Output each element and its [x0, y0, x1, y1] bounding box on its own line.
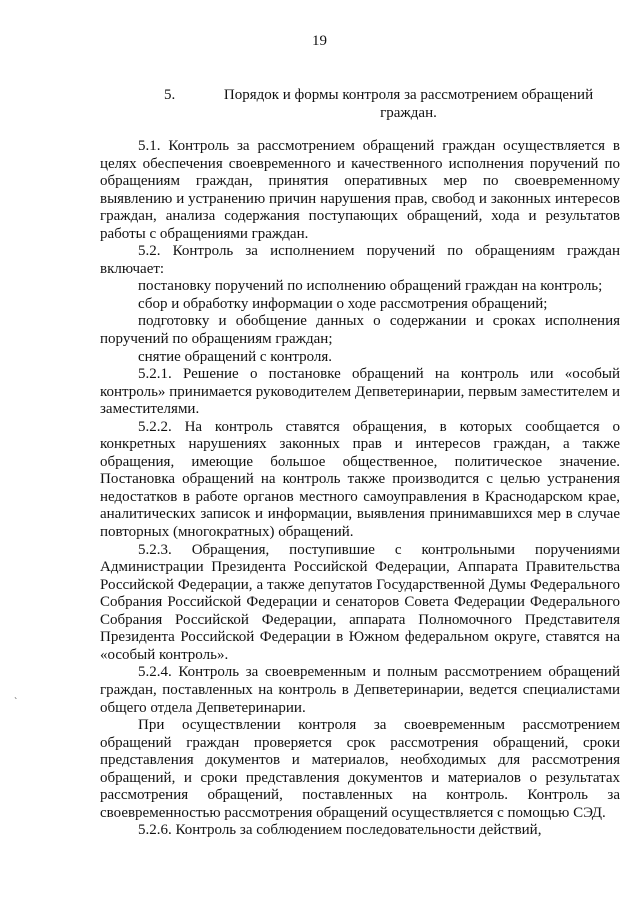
section-title: Порядок и формы контроля за рассмотрением обращений граждан. — [223, 87, 594, 121]
section-heading — [164, 86, 604, 122]
body-text — [100, 138, 620, 840]
margin-mark: ` — [14, 697, 18, 708]
list-item: постановку поручений по исполнению обращений граждан на контроль; — [138, 278, 603, 295]
paragraph-5-2-1: 5.2.1. Решение о постановке обращений на контроль или «особый контроль» принимается руководителем Депветеринарии, первым заместителем и заместителями. — [100, 366, 620, 418]
section-number: 5. — [164, 87, 176, 103]
paragraph-5-2-4: 5.2.4. Контроль за своевременным и полным рассмотрением обращений граждан, поставленных на контроль в Депветеринарии, ведется специалистами общего отдела Депветеринарии. — [100, 664, 620, 716]
paragraph-5-2: 5.2. Контроль за исполнением поручений по обращениям граждан включает: — [100, 243, 620, 277]
paragraph-5-2-3: 5.2.3. Обращения, поступившие с контрольными поручениями Администрации Президента Российской Федерации, Аппарата Правительства Российской Федерации, а также депутатов Государственной Думы Федерального Собрания Российской Федерации и сенаторов Совета Федерации Федерального Собрания Российской Федерации, аппарата Полномочного Представителя Президента Российской Федерации в Южном федеральном округе, ставятся на «особый контроль». — [100, 541, 620, 663]
paragraph-5-2-6: 5.2.6. Контроль за соблюдением последовательности действий, — [138, 822, 542, 839]
page-number: 19 — [312, 33, 327, 49]
paragraph-control-details: При осуществлении контроля за своевременным рассмотрением обращений граждан проверяется срок рассмотрения обращений, сроки представления документов и материалов, необходимых для рассмотрения обращений, и сроки представления документов и материалов о результатах рассмотрения обращений, поставленных на контроль. Контроль за своевременностью рассмотрения обращений осуществляется с помощью СЭД. — [100, 717, 620, 821]
paragraph-5-1: 5.1. Контроль за рассмотрением обращений граждан осуществляется в целях обеспечения своевременного и качественного исполнения поручений по обращениям граждан, принятия оперативных мер по своевременному выявлению и устранению причин нарушения прав, свобод и законных интересов граждан, анализа содержания поступающих обращений, хода и результатов работы с обращениями граждан. — [100, 138, 620, 242]
paragraph-5-2-2: 5.2.2. На контроль ставятся обращения, в которых сообщается о конкретных нарушениях законных прав и интересов граждан, а также обращения, имеющие большое общественное, политическое значение. Постановка обращений на контроль также производится с целью устранения недостатков в работе органов местного самоуправления в Краснодарском крае, аналитических записок и информации, выявления принимавшихся мер в случае повторных (многократных) обращений. — [100, 418, 620, 541]
list-item: подготовку и обобщение данных о содержании и сроках исполнения поручений по обращениям граждан; — [100, 313, 620, 348]
list-item: сбор и обработку информации о ходе рассмотрения обращений; — [138, 295, 548, 312]
list-item: снятие обращений с контроля. — [138, 348, 333, 365]
